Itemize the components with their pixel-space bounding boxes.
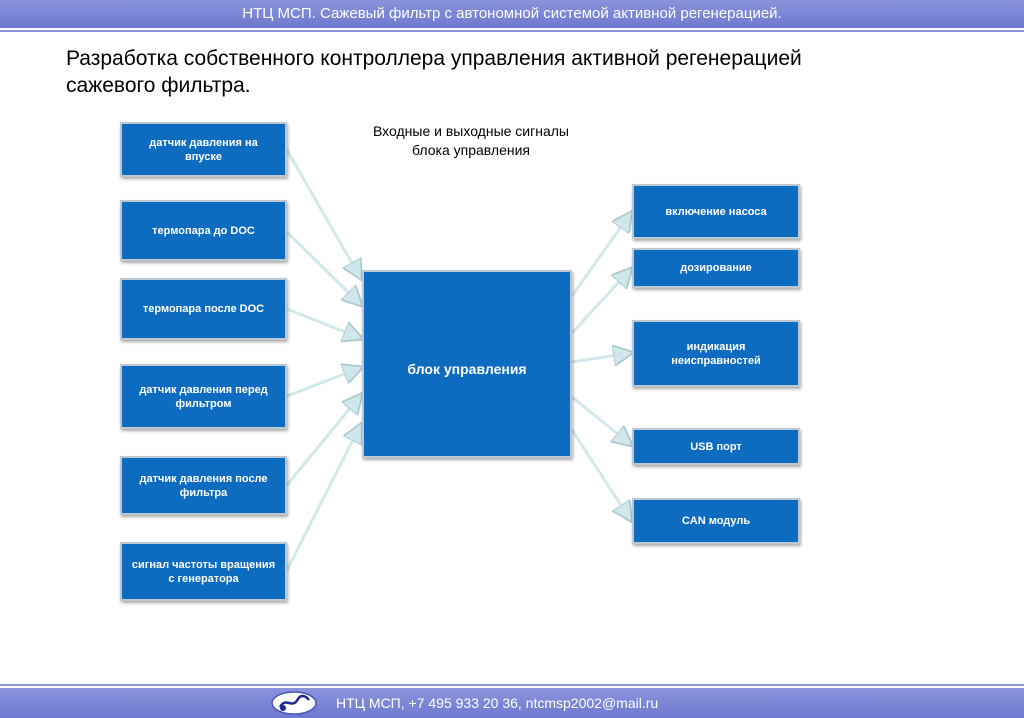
output-box-2 [632, 248, 800, 288]
input-label-3: термопара после DOC [142, 303, 265, 315]
output-label-4: USB порт [690, 440, 742, 453]
output-box-5 [632, 498, 800, 544]
subtitle-line-1: Входные и выходные сигналы [373, 123, 569, 139]
arrow-in-3 [287, 309, 360, 338]
input-box-5 [120, 456, 287, 515]
footer-text: НТЦ МСП, +7 495 933 20 36, ntcmsp2002@mail.ru [336, 695, 659, 711]
title-line-2: сажевого фильтра. [66, 74, 251, 97]
output-label-2: дозирование [680, 262, 752, 274]
subtitle-line-2: блока управления [412, 142, 530, 158]
input-box-2 [120, 200, 287, 261]
arrow-in-6 [287, 426, 360, 570]
arrow-in-1 [287, 150, 360, 277]
output-label-1: включение насоса [665, 205, 767, 218]
output-label-5: CAN модуль [681, 515, 751, 527]
footer-bar [0, 688, 1024, 718]
input-label-6: сигнал частоты вращения с генератора [131, 558, 276, 585]
input-label-1: датчик давления на впуске [149, 137, 258, 163]
arrow-out-2 [572, 270, 630, 333]
control-block [362, 270, 572, 458]
control-block-label: блок управления [407, 361, 527, 377]
company-logo-icon [270, 690, 318, 716]
input-box-4 [120, 364, 287, 429]
arrow-out-4 [572, 397, 630, 444]
output-box-1 [632, 184, 800, 239]
input-label-4: датчик давления перед фильтром [139, 383, 268, 410]
arrow-out-3 [572, 353, 630, 362]
input-label-5: датчик давления после фильтра [139, 472, 268, 499]
input-box-6 [120, 542, 287, 601]
input-box-3 [120, 278, 287, 340]
title-line-1: Разработка собственного контроллера управления активной регенерацией [66, 47, 802, 70]
arrow-in-4 [287, 368, 360, 396]
header-text: НТЦ МСП. Сажевый фильтр с автономной системой активной регенерацией. [242, 5, 782, 22]
arrow-out-5 [572, 430, 630, 519]
arrow-in-2 [287, 232, 360, 304]
output-label-3: индикация неисправностей [671, 340, 761, 367]
input-label-2: термопара до DOC [152, 224, 255, 237]
footer-divider [0, 684, 1024, 686]
arrow-in-5 [287, 396, 360, 485]
input-box-1 [120, 122, 287, 177]
output-box-4 [632, 428, 800, 465]
output-box-3 [632, 320, 800, 387]
arrow-out-1 [572, 214, 630, 296]
